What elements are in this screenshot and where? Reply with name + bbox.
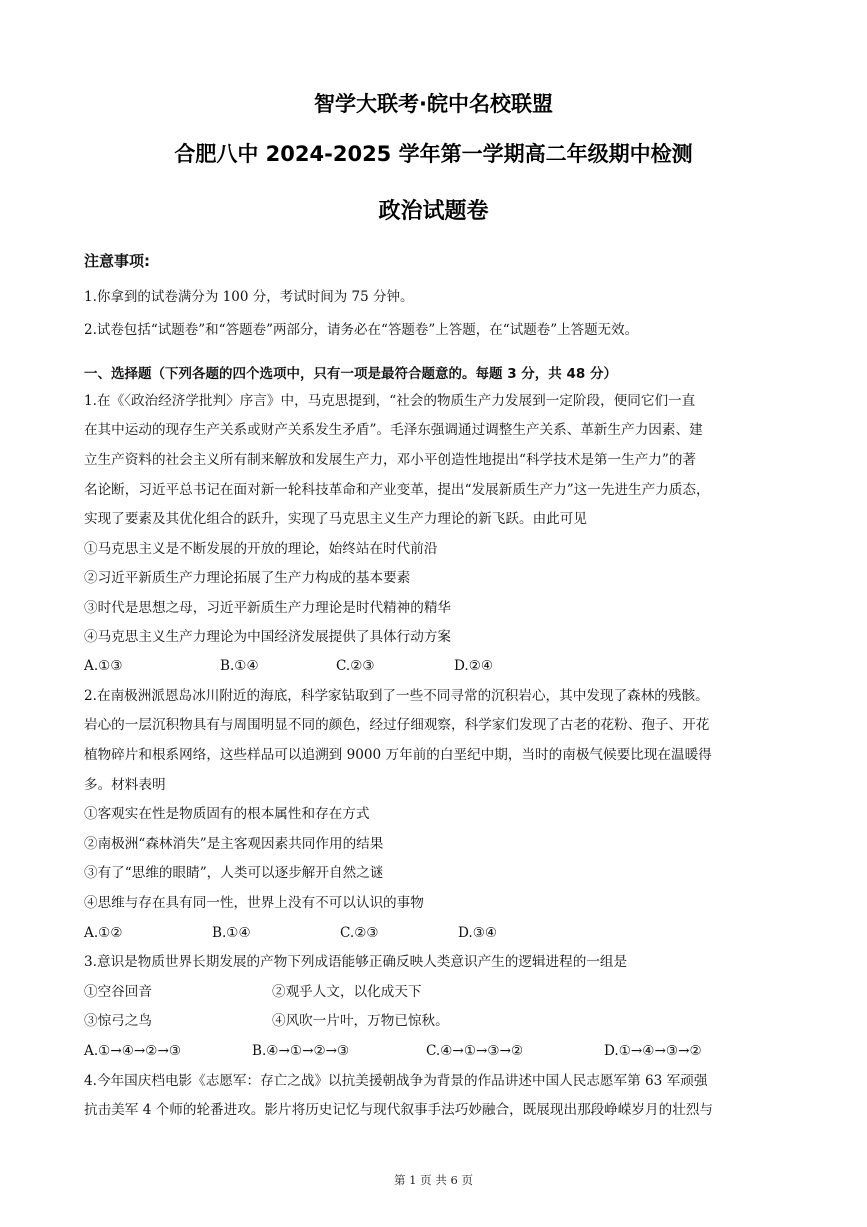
section-heading: 一、选择题（下列各题的四个选项中，只有一项是最符合题意的。每题 3 分，共 48 分）: [84, 366, 617, 382]
option-a: A.①③: [84, 658, 123, 674]
question-stem-line: 实现了要素及其优化组合的跃升，实现了马克思主义生产力理论的新飞跃。由此可见: [84, 511, 587, 527]
option-d: D.②④: [454, 658, 494, 674]
question-stem-line: 多。材料表明: [84, 777, 166, 793]
question-stem-line: 岩心的一层沉积物具有与周围明显不同的颜色，经过仔细观察，科学家们发现了古老的花粉、孢子、开花: [84, 717, 710, 733]
question-stem-line: 名论断，习近平总书记在面对新一轮科技革命和产业变革，提出“发展新质生产力”这一先进生产力质态，: [84, 482, 710, 498]
paper-title: 政治试题卷: [378, 199, 489, 224]
statement: ①马克思主义是不断发展的开放的理论，始终站在时代前沿: [84, 541, 438, 557]
statement: ④风吹一片叶，万物已惊秋。: [272, 1013, 449, 1029]
question-stem-line: 植物碎片和根系网络，这些样品可以追溯到 9000 万年前的白垩纪中期，当时的南极气候要比现在温暖得: [84, 747, 712, 763]
question-stem-line: 在其中运动的现存生产关系或财产关系发生矛盾”。毛泽东强调通过调整生产关系、革新生产力因素、建: [84, 422, 703, 438]
exam-title: 合肥八中 2024-2025 学年第一学期高二年级期中检测: [174, 142, 693, 166]
option-c: C.④→①→③→②: [426, 1043, 524, 1059]
option-c: C.②③: [336, 658, 375, 674]
exam-series-title: 智学大联考·皖中名校联盟: [314, 92, 553, 116]
statement: ④思维与存在具有同一性，世界上没有不可以认识的事物: [84, 895, 424, 911]
notice-heading: 注意事项:: [84, 252, 150, 270]
question-stem-line: 1.在《〈政治经济学批判〉序言》中，马克思提到，“社会的物质生产力发展到一定阶段，便同它们一直: [84, 393, 696, 409]
statement: ②南极洲“森林消失”是主客观因素共同作用的结果: [84, 836, 384, 852]
option-a: A.①②: [84, 925, 123, 941]
statement: ③时代是思想之母，习近平新质生产力理论是时代精神的精华: [84, 600, 452, 616]
option-b: B.①④: [212, 925, 251, 941]
statement: ①客观实在性是物质固有的根本属性和存在方式: [84, 806, 370, 822]
option-a: A.①→④→②→③: [84, 1043, 182, 1059]
option-c: C.②③: [340, 925, 379, 941]
question-stem-line: 立生产资料的社会主义所有制来解放和发展生产力，邓小平创造性地提出“科学技术是第一生产力”的著: [84, 452, 697, 468]
question-stem-line: 2.在南极洲派恩岛冰川附近的海底，科学家钻取到了一些不同寻常的沉积岩心，其中发现了森林的残骸。: [84, 688, 709, 704]
option-d: D.①→④→③→②: [604, 1043, 702, 1059]
question-stem-line: 3.意识是物质世界长期发展的产物下列成语能够正确反映人类意识产生的逻辑进程的一组是: [84, 954, 628, 970]
question-stem-line: 抗击美军 4 个师的轮番进攻。影片将历史记忆与现代叙事手法巧妙融合，既展现出那段峥嵘岁月的壮烈与: [84, 1102, 714, 1118]
notice-item: 2.试卷包括“试题卷”和“答题卷”两部分，请务必在“答题卷”上答题，在“试题卷”上答题无效。: [84, 322, 639, 338]
option-b: B.④→①→②→③: [252, 1043, 350, 1059]
notice-item: 1.你拿到的试卷满分为 100 分，考试时间为 75 分钟。: [84, 289, 414, 305]
statement: ②习近平新质生产力理论拓展了生产力构成的基本要素: [84, 570, 411, 586]
page-number: 第 1 页 共 6 页: [394, 1173, 473, 1187]
statement: ③惊弓之鸟: [84, 1013, 152, 1029]
option-b: B.①④: [220, 658, 259, 674]
statement: ③有了“思维的眼睛”，人类可以逐步解开自然之谜: [84, 865, 384, 881]
option-d: D.③④: [458, 925, 498, 941]
question-stem-line: 4.今年国庆档电影《志愿军：存亡之战》以抗美援朝战争为背景的作品讲述中国人民志愿军第 63 军顽强: [84, 1073, 708, 1089]
statement: ④马克思主义生产力理论为中国经济发展提供了具体行动方案: [84, 629, 452, 645]
statement: ②观乎人文，以化成天下: [272, 984, 422, 1000]
statement: ①空谷回音: [84, 984, 152, 1000]
